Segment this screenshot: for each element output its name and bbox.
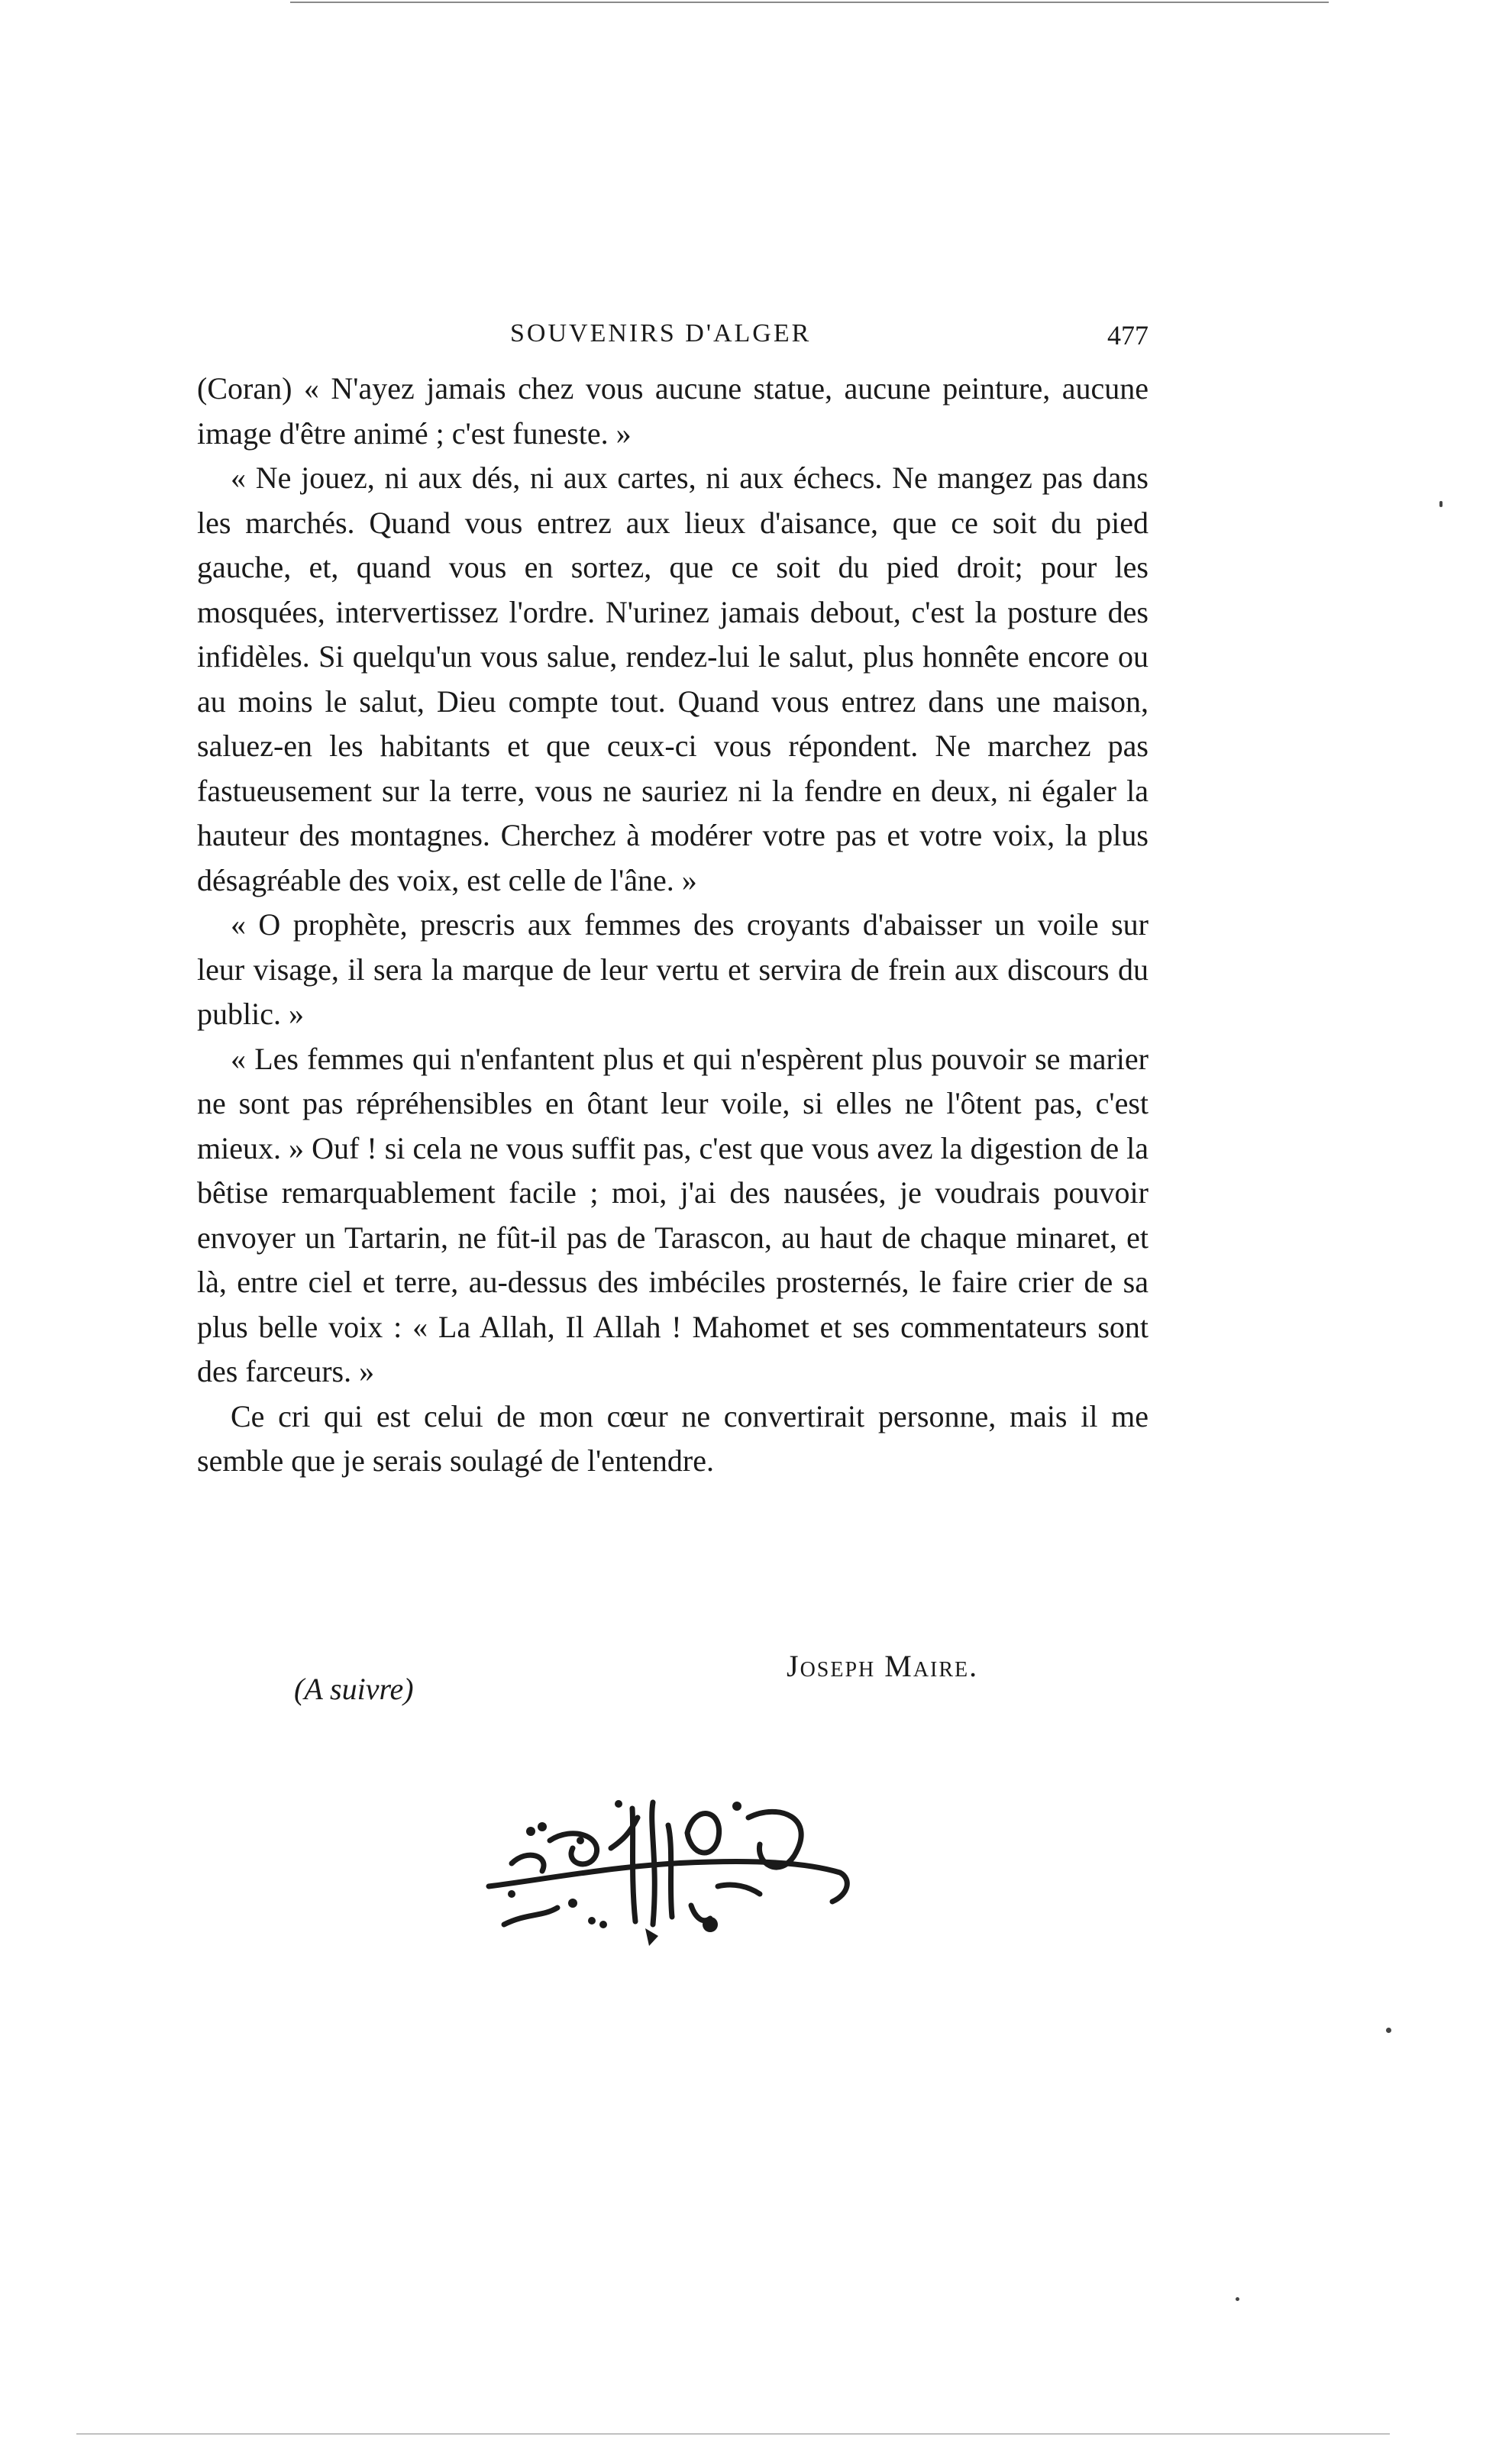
page-number: 477 <box>1107 320 1149 351</box>
paragraph-rules-of-conduct: « Ne jouez, ni aux dés, ni aux cartes, ni aux échecs. Ne mangez pas dans les marchés. Quand vous entrez aux lieux d'aisance, que ce soit du pied gauche, et, quand vous en sortez, que ce soit du pied droit; pour les mosquées, intervertissez l'ordre. N'urinez jamais debout, c'est la posture des infidèles. Si quelqu'un vous salue, rendez-lui le salut, plus honnête encore ou au moins le salut, Dieu compte tout. Quand vous entrez dans une maison, saluez-en les habitants et que ceux-ci vous répondent. Ne marchez pas fastueusement sur la terre, vous ne sauriez ni la fendre en deux, ni égaler la hauteur des montagnes. Cherchez à modérer votre pas et votre voix, la plus désagréable des voix, est celle de l'âne. » <box>197 461 1149 897</box>
arabic-calligraphy-flourish-icon <box>458 1772 863 1947</box>
author-name: Joseph Maire. <box>787 1649 979 1683</box>
scan-edge-top-line <box>290 2 1329 3</box>
scan-speck <box>1439 501 1443 507</box>
scan-edge-bottom-line <box>76 2433 1390 2435</box>
scan-speck <box>1386 2028 1391 2033</box>
paragraph-veil-prescription: « O prophète, prescris aux femmes des croyants d'abaisser un voile sur leur visage, il sera la marque de leur vertu et servira de frein aux discours du public. » <box>197 907 1149 1031</box>
to-be-continued-note: (A suivre) <box>294 1672 414 1706</box>
scan-speck <box>1236 2297 1239 2301</box>
paragraph-quran-images: (Coran) « N'ayez jamais chez vous aucune statue, aucune peinture, aucune image d'être animé ; c'est funeste. » <box>197 371 1149 451</box>
paragraph-closing-remark: Ce cri qui est celui de mon cœur ne convertirait personne, mais il me semble que je serais soulagé de l'entendre. <box>197 1398 1149 1478</box>
paragraph-women-veil-commentary: « Les femmes qui n'enfantent plus et qui n'espèrent plus pouvoir se marier ne sont pas répréhensibles en ôtant leur voile, si elles ne l'ôtent pas, c'est mieux. » Ouf ! si cela ne vous suffit pas, c'est que vous avez la digestion de la bêtise remarquablement facile ; moi, j'ai des nausées, je voudrais pouvoir envoyer un Tartarin, ne fût-il pas de Tarascon, au haut de chaque minaret, et là, entre ciel et terre, au-dessus des imbéciles prosternés, le faire crier de sa plus belle voix : « La Allah, Il Allah ! Mahomet et ses commentateurs sont des farceurs. » <box>197 1041 1149 1388</box>
author-signature <box>787 1648 978 1684</box>
running-title: SOUVENIRS D'ALGER <box>510 319 812 347</box>
running-head <box>197 315 1149 360</box>
body-text <box>197 367 1149 1484</box>
